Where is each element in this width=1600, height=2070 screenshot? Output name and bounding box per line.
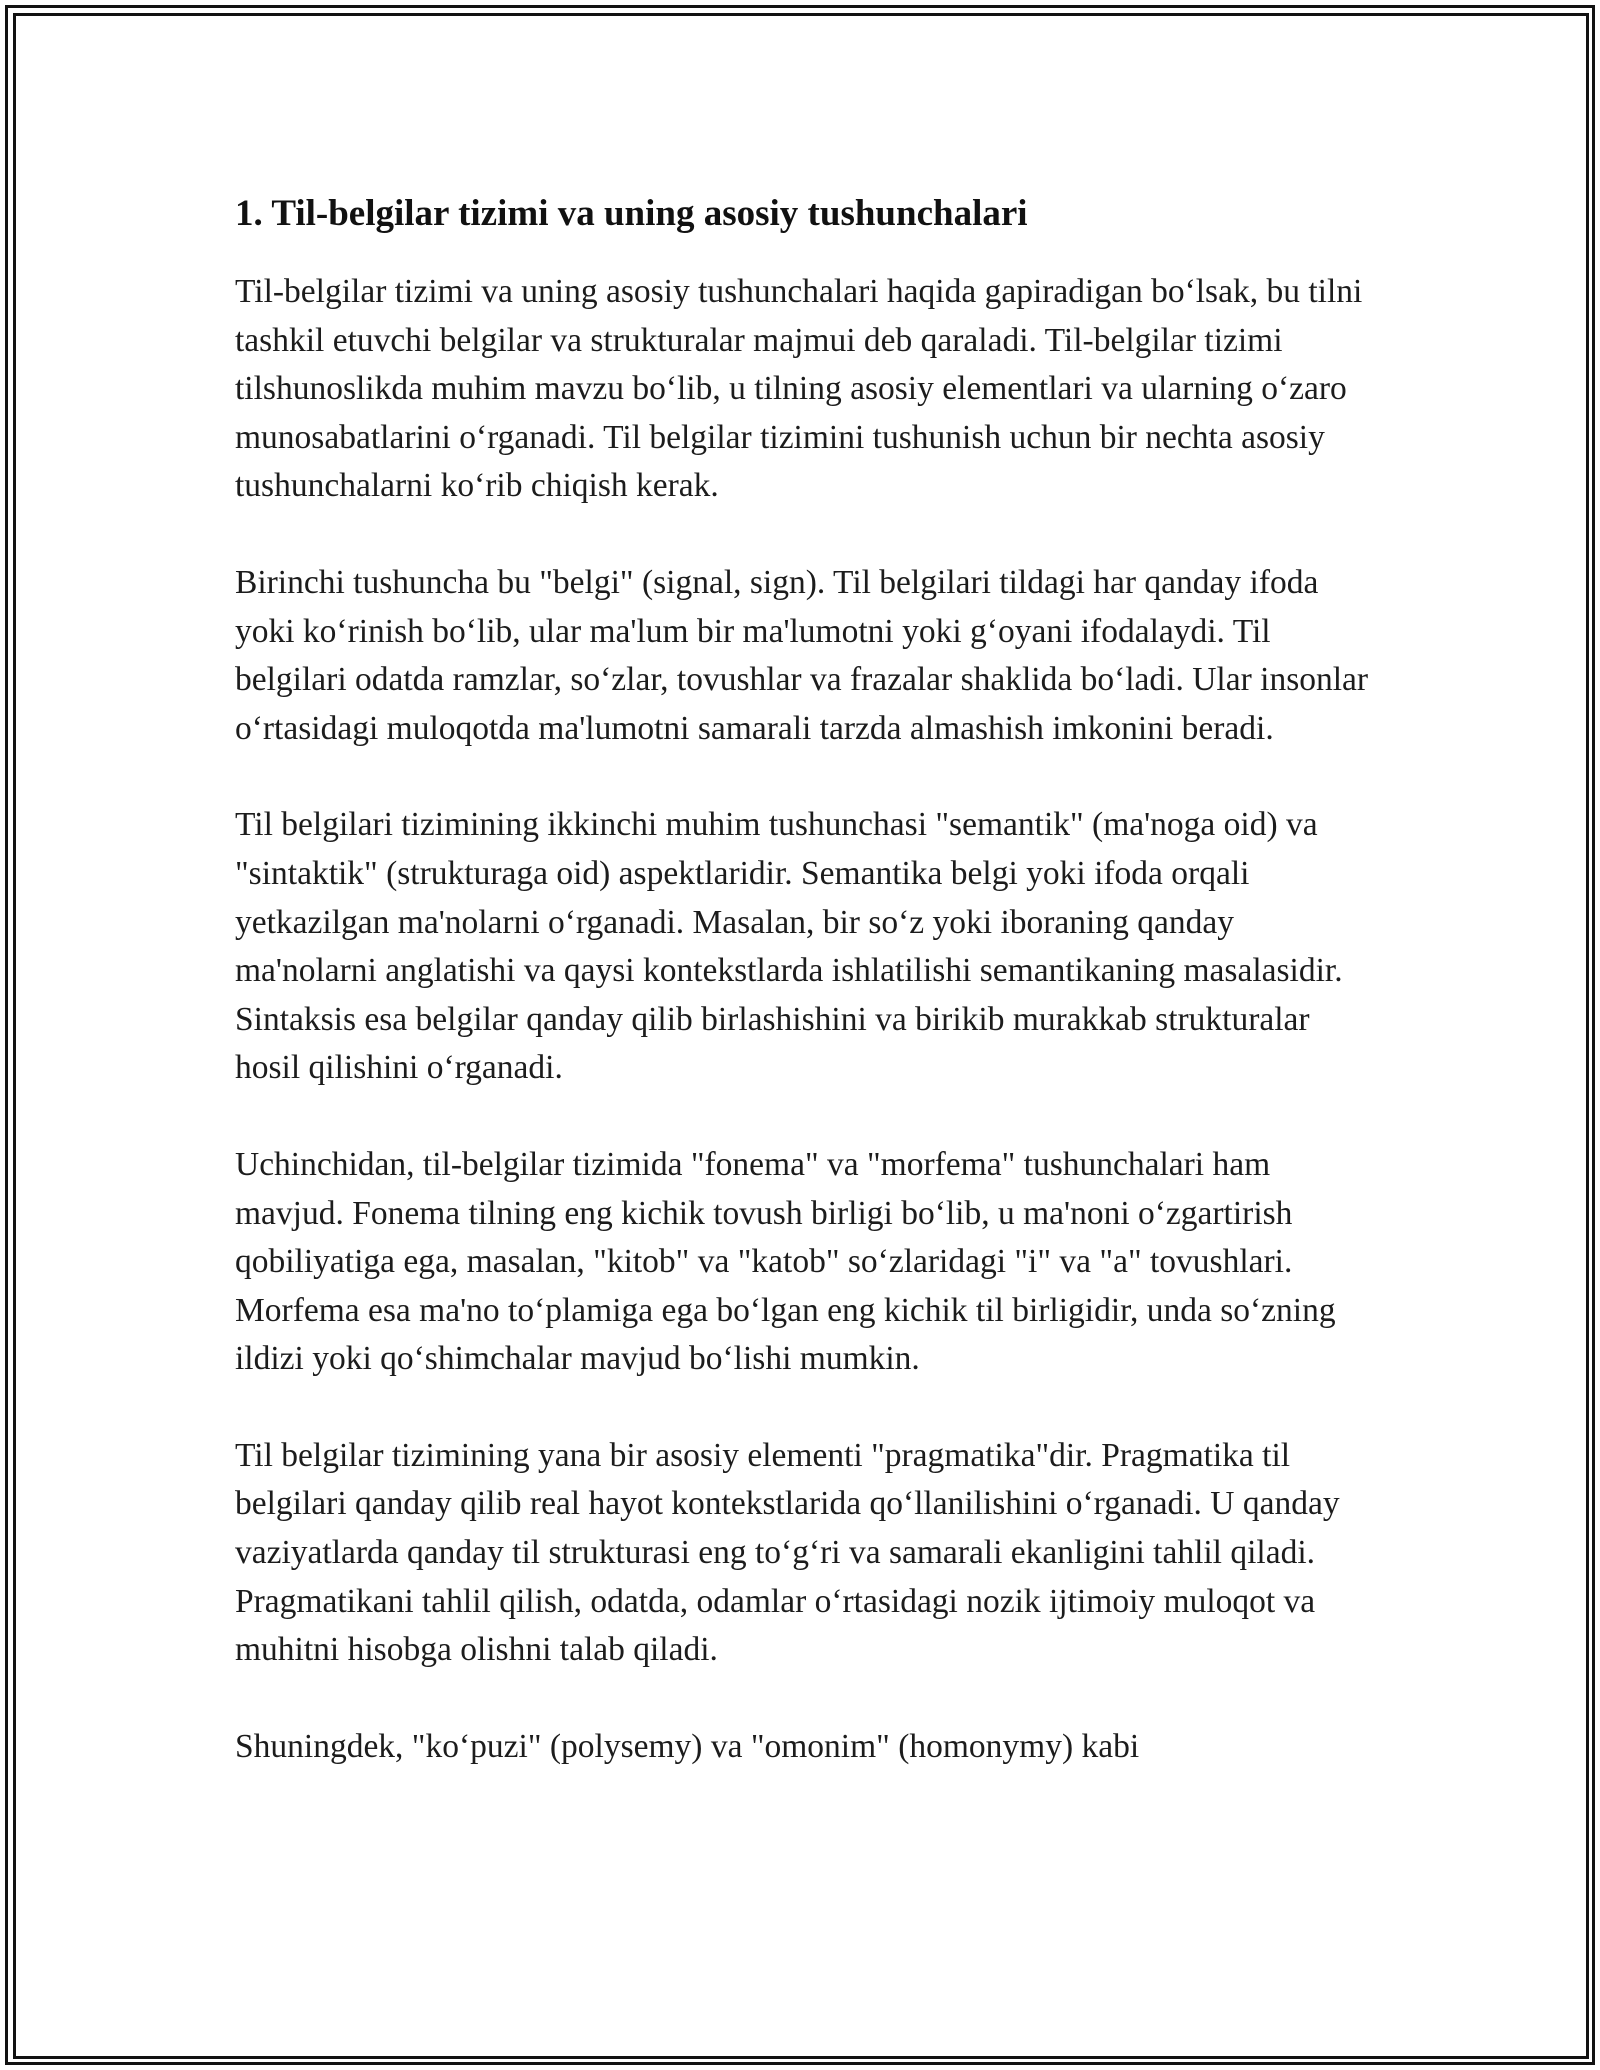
paragraph-pragmatics: Til belgilar tizimining yana bir asosiy elementi "pragmatika"dir. Pragmatika til belgilari qanday qilib real hayot kontekstlarida qo‘llanilishini o‘rganadi. U qanday vaziyatlarda qanday til strukturasi eng to‘g‘ri va samarali ekanligini tahlil qiladi. Pragmatikani tahlil qilish, odatda, odamlar o‘rtasidagi nozik ijtimoiy muloqot va muhitni hisobga olishni talab qiladi.	[235, 1436, 1340, 1669]
paragraph-phoneme-morpheme: Uchinchidan, til-belgilar tizimida "fonema" va "morfema" tushunchalari ham mavjud. Fonema tilning eng kichik tovush birligi bo‘lib, u ma'noni o‘zgartirish qobiliyatiga ega, masalan, "kitob" va "katob" so‘zlaridagi "i" va "a" tovushlari. Morfema esa ma'no to‘plamiga ega bo‘lgan eng kichik til birligidir, unda so‘zning ildizi yoki qo‘shimchalar mavjud bo‘lishi mumkin.	[235, 1145, 1336, 1378]
paragraph-polysemy: Shuningdek, "ko‘puzi" (polysemy) va "omonim" (homonymy) kabi	[235, 1727, 1140, 1765]
document-body	[235, 188, 1370, 1819]
section-heading: 1. Til-belgilar tizimi va uning asosiy tushunchalari	[235, 193, 1028, 234]
paragraph-sign: Birinchi tushuncha bu "belgi" (signal, sign). Til belgilari tildagi har qanday ifoda yoki ko‘rinish bo‘lib, ular ma'lum bir ma'lumotni yoki g‘oyani ifodalaydi. Til belgilari odatda ramzlar, so‘zlar, tovushlar va frazalar shaklida bo‘ladi. Ular insonlar o‘rtasidagi muloqotda ma'lumotni samarali tarzda almashish imkonini beradi.	[235, 563, 1369, 747]
paragraph-intro: Til-belgilar tizimi va uning asosiy tushunchalari haqida gapiradigan bo‘lsak, bu tilni tashkil etuvchi belgilar va strukturalar majmui deb qaraladi. Til-belgilar tizimi tilshunoslikda muhim mavzu bo‘lib, u tilning asosiy elementlari va ularning o‘zaro munosabatlarini o‘rganadi. Til belgilar tizimini tushunish uchun bir nechta asosiy tushunchalarni ko‘rib chiqish kerak.	[235, 273, 1363, 505]
paragraph-semantics-syntax: Til belgilari tizimining ikkinchi muhim tushunchasi "semantik" (ma'noga oid) va "sintaktik" (strukturaga oid) aspektlaridir. Semantika belgi yoki ifoda orqali yetkazilgan ma'nolarni o‘rganadi. Masalan, bir so‘z yoki iboraning qanday ma'nolarni anglatishi va qaysi kontekstlarda ishlatilishi semantikaning masalasidir. Sintaksis esa belgilar qanday qilib birlashishini va birikib murakkab strukturalar hosil qilishini o‘rganadi.	[235, 806, 1343, 1087]
